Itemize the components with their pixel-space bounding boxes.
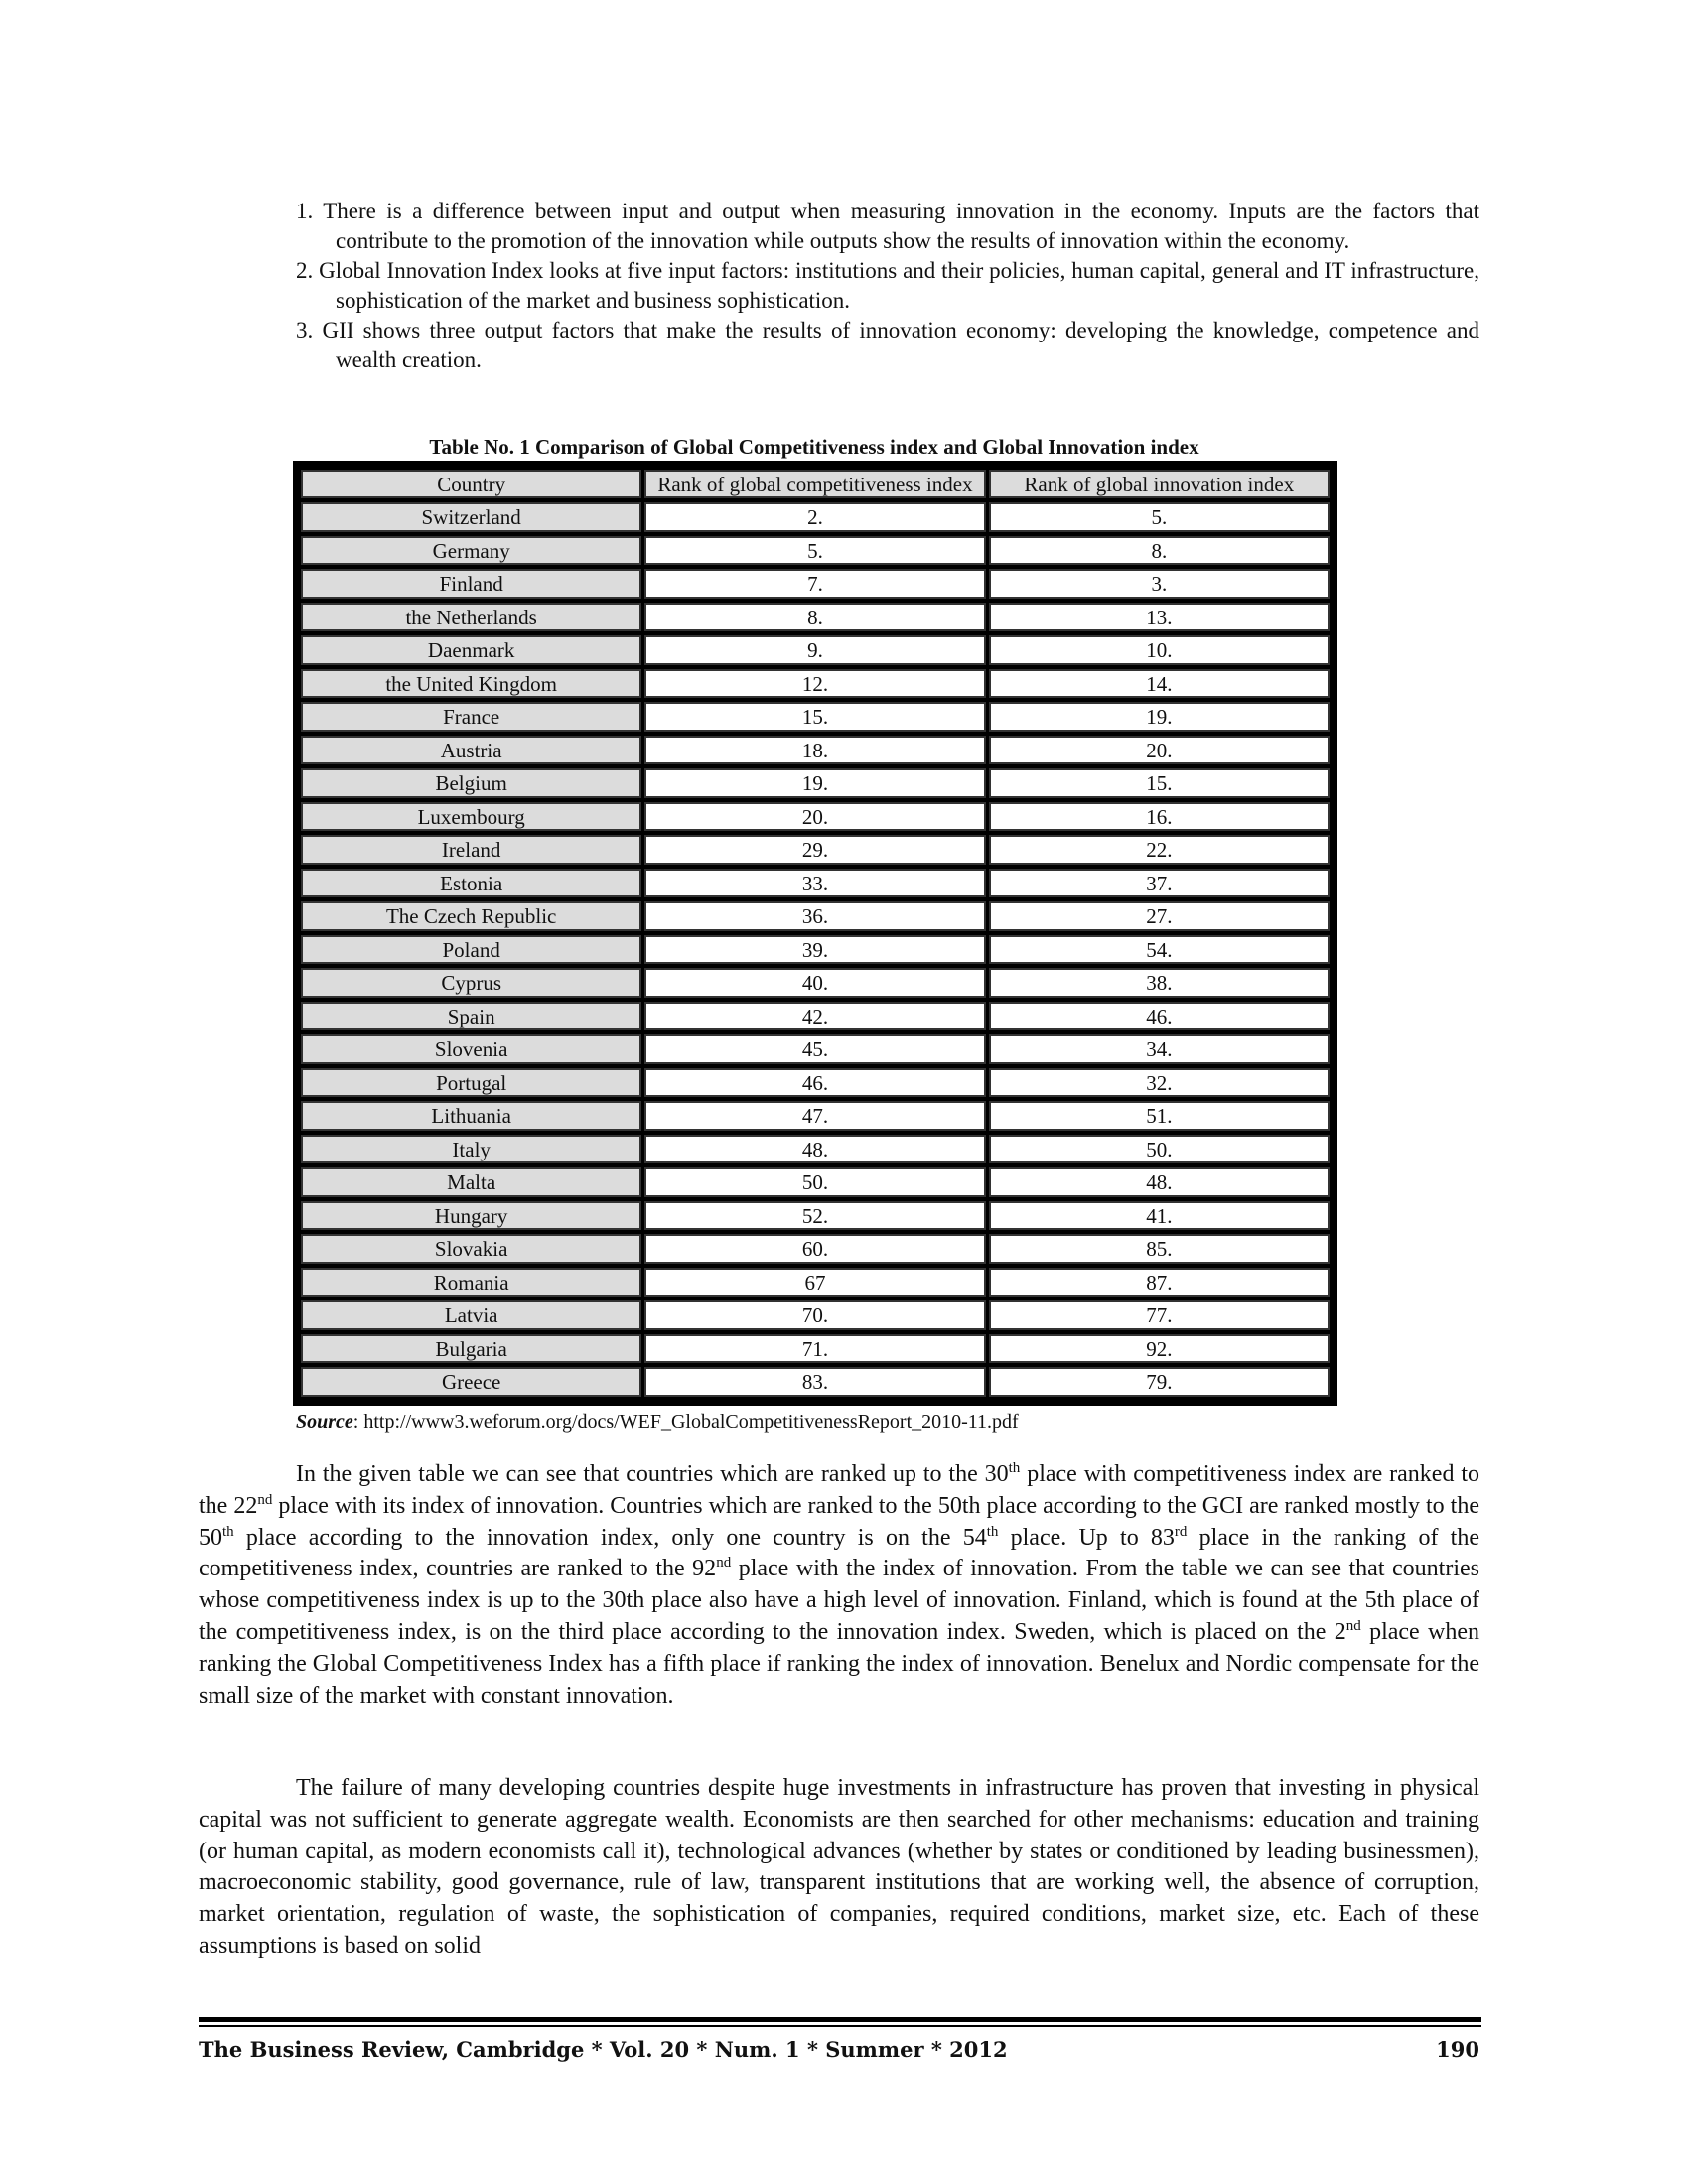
innovation-rank-cell: 37. bbox=[989, 869, 1330, 898]
paragraph-text: place with its index of innovation. Countries which are ranked to the 50th place according to the GCI are ranked mostly to the 50 bbox=[199, 1492, 1479, 1551]
ordinal-suffix: nd bbox=[716, 1555, 732, 1571]
table-row bbox=[301, 1268, 1330, 1297]
country-cell: Spain bbox=[301, 1002, 641, 1031]
table-row bbox=[301, 502, 1330, 532]
table-row bbox=[301, 835, 1330, 865]
body-paragraph: The failure of many developing countries despite huge investments in infrastructure has proven that investing in physical capital was not sufficient to generate aggregate wealth. Economists are then searched for other mechanisms: education and training (or human capital, as modern economists call it), technological advances (whether by states or conditioned by leading businessmen), macroeconomic stability, good governance, rule of law, transparent institutions that are working well, the absence of corruption, market orientation, regulation of waste, the sophistication of companies, required conditions, market size, etc. Each of these assumptions is based on solid bbox=[199, 1775, 1479, 1959]
table-row bbox=[301, 536, 1330, 566]
table-row bbox=[301, 1068, 1330, 1098]
country-cell: France bbox=[301, 702, 641, 732]
innovation-rank-cell: 20. bbox=[989, 736, 1330, 765]
country-cell: Finland bbox=[301, 569, 641, 599]
innovation-rank-cell: 46. bbox=[989, 1002, 1330, 1031]
journal-footer: The Business Review, Cambridge * Vol. 20 * Num. 1 * Summer * 2012 bbox=[199, 2037, 1008, 2062]
table-row bbox=[301, 669, 1330, 699]
table-row bbox=[301, 802, 1330, 832]
innovation-rank-cell: 10. bbox=[989, 635, 1330, 665]
list-item: 1. There is a difference between input and output when measuring innovation in the economy. Inputs are the factors that contribute to the promotion of the innovation while outputs show the results of innovation within the economy. bbox=[296, 199, 1479, 253]
innovation-rank-cell: 79. bbox=[989, 1367, 1330, 1397]
country-cell: the Netherlands bbox=[301, 603, 641, 632]
country-cell: Belgium bbox=[301, 768, 641, 798]
innovation-rank-cell: 16. bbox=[989, 802, 1330, 832]
innovation-rank-cell: 5. bbox=[989, 502, 1330, 532]
country-cell: Estonia bbox=[301, 869, 641, 898]
innovation-rank-cell: 41. bbox=[989, 1201, 1330, 1231]
country-cell: Austria bbox=[301, 736, 641, 765]
table-header-row bbox=[301, 470, 1330, 498]
country-cell: Portugal bbox=[301, 1068, 641, 1098]
innovation-rank-cell: 87. bbox=[989, 1268, 1330, 1297]
table-row bbox=[301, 869, 1330, 898]
competitiveness-rank-cell: 36. bbox=[644, 901, 985, 931]
innovation-rank-cell: 8. bbox=[989, 536, 1330, 566]
footer-rule bbox=[199, 2017, 1481, 2022]
table-row bbox=[301, 1135, 1330, 1164]
country-cell: Italy bbox=[301, 1135, 641, 1164]
innovation-rank-cell: 22. bbox=[989, 835, 1330, 865]
competitiveness-rank-cell: 42. bbox=[644, 1002, 985, 1031]
paragraph-text: place when ranking the Global Competitiveness Index has a fifth place if ranking the index of innovation. Benelux and Nordic compensate for the small size of the market with constant innovation. bbox=[199, 1618, 1479, 1708]
country-cell: the United Kingdom bbox=[301, 669, 641, 699]
competitiveness-rank-cell: 46. bbox=[644, 1068, 985, 1098]
country-cell: Slovakia bbox=[301, 1234, 641, 1264]
table-row bbox=[301, 1334, 1330, 1364]
innovation-rank-cell: 51. bbox=[989, 1101, 1330, 1131]
innovation-rank-cell: 50. bbox=[989, 1135, 1330, 1164]
ordinal-suffix: rd bbox=[1174, 1523, 1188, 1540]
competitiveness-rank-cell: 20. bbox=[644, 802, 985, 832]
source-label: Source bbox=[296, 1411, 353, 1433]
competitiveness-rank-cell: 83. bbox=[644, 1367, 985, 1397]
country-cell: Hungary bbox=[301, 1201, 641, 1231]
competitiveness-rank-cell: 5. bbox=[644, 536, 985, 566]
innovation-rank-cell: 14. bbox=[989, 669, 1330, 699]
competitiveness-rank-cell: 70. bbox=[644, 1300, 985, 1330]
comparison-table bbox=[293, 461, 1337, 1406]
table-row bbox=[301, 1367, 1330, 1397]
competitiveness-rank-cell: 71. bbox=[644, 1334, 985, 1364]
competitiveness-rank-cell: 48. bbox=[644, 1135, 985, 1164]
country-cell: Ireland bbox=[301, 835, 641, 865]
innovation-rank-cell: 48. bbox=[989, 1167, 1330, 1197]
table-row bbox=[301, 702, 1330, 732]
country-cell: Cyprus bbox=[301, 968, 641, 998]
competitiveness-rank-cell: 67 bbox=[644, 1268, 985, 1297]
innovation-rank-cell: 38. bbox=[989, 968, 1330, 998]
competitiveness-rank-cell: 19. bbox=[644, 768, 985, 798]
innovation-rank-cell: 85. bbox=[989, 1234, 1330, 1264]
country-cell: Malta bbox=[301, 1167, 641, 1197]
column-header-innovation: Rank of global innovation index bbox=[989, 470, 1330, 498]
country-cell: Greece bbox=[301, 1367, 641, 1397]
country-cell: Romania bbox=[301, 1268, 641, 1297]
competitiveness-rank-cell: 12. bbox=[644, 669, 985, 699]
ordinal-suffix: th bbox=[986, 1523, 999, 1540]
paragraph-text: place with competitiveness index are ranked to the 22 bbox=[199, 1461, 1479, 1519]
competitiveness-rank-cell: 50. bbox=[644, 1167, 985, 1197]
table-row bbox=[301, 736, 1330, 765]
competitiveness-rank-cell: 45. bbox=[644, 1034, 985, 1064]
table-row bbox=[301, 1234, 1330, 1264]
innovation-rank-cell: 34. bbox=[989, 1034, 1330, 1064]
table-row bbox=[301, 569, 1330, 599]
country-cell: Switzerland bbox=[301, 502, 641, 532]
footer-rule-thin bbox=[199, 2025, 1481, 2027]
country-cell: Lithuania bbox=[301, 1101, 641, 1131]
table-row bbox=[301, 1167, 1330, 1197]
list-item: 2. Global Innovation Index looks at five input factors: institutions and their policies, human capital, general and IT infrastructure, sophistication of the market and business sophistication. bbox=[296, 258, 1479, 313]
page-number: 190 bbox=[1436, 2037, 1479, 2062]
innovation-rank-cell: 27. bbox=[989, 901, 1330, 931]
competitiveness-rank-cell: 47. bbox=[644, 1101, 985, 1131]
country-cell: Slovenia bbox=[301, 1034, 641, 1064]
country-cell: Latvia bbox=[301, 1300, 641, 1330]
column-header-country: Country bbox=[301, 470, 641, 498]
table-row bbox=[301, 935, 1330, 965]
competitiveness-rank-cell: 2. bbox=[644, 502, 985, 532]
innovation-rank-cell: 15. bbox=[989, 768, 1330, 798]
innovation-rank-cell: 32. bbox=[989, 1068, 1330, 1098]
table-row bbox=[301, 603, 1330, 632]
innovation-rank-cell: 54. bbox=[989, 935, 1330, 965]
table-row bbox=[301, 901, 1330, 931]
table-caption: Table No. 1 Comparison of Global Competitiveness index and Global Innovation index bbox=[429, 435, 1199, 459]
competitiveness-rank-cell: 9. bbox=[644, 635, 985, 665]
table-row bbox=[301, 635, 1330, 665]
table-row bbox=[301, 1002, 1330, 1031]
list-item: 3. GII shows three output factors that make the results of innovation economy: developing the knowledge, competence and wealth creation. bbox=[296, 318, 1479, 372]
paragraph-text: place with the index of innovation. From the table we can see that countries whose competitiveness index is up to the 30th place also have a high level of innovation. Finland, which is found at the 5th place of the competitiveness index, is on the third place according to the innovation index. Sweden, which is placed on the 2 bbox=[199, 1556, 1479, 1645]
country-cell: Luxembourg bbox=[301, 802, 641, 832]
paragraph-text: place in the ranking of the competitiveness index, countries are ranked to the 92 bbox=[199, 1524, 1479, 1582]
body-paragraph bbox=[199, 1459, 1479, 1711]
paragraph-text: In the given table we can see that countries which are ranked up to the 30 bbox=[296, 1461, 1009, 1487]
country-cell: Germany bbox=[301, 536, 641, 566]
competitiveness-rank-cell: 15. bbox=[644, 702, 985, 732]
country-cell: Daenmark bbox=[301, 635, 641, 665]
table-row bbox=[301, 1201, 1330, 1231]
competitiveness-rank-cell: 18. bbox=[644, 736, 985, 765]
source-text: : http://www3.weforum.org/docs/WEF_GlobalCompetitivenessReport_2010-11.pdf bbox=[352, 1411, 1019, 1433]
table-row bbox=[301, 968, 1330, 998]
innovation-rank-cell: 3. bbox=[989, 569, 1330, 599]
column-header-competitiveness: Rank of global competitiveness index bbox=[644, 470, 985, 498]
competitiveness-rank-cell: 60. bbox=[644, 1234, 985, 1264]
competitiveness-rank-cell: 40. bbox=[644, 968, 985, 998]
innovation-rank-cell: 92. bbox=[989, 1334, 1330, 1364]
country-cell: Bulgaria bbox=[301, 1334, 641, 1364]
table-row bbox=[301, 1300, 1330, 1330]
paragraph-text: place according to the innovation index, only one country is on the 54 bbox=[233, 1524, 987, 1551]
innovation-rank-cell: 77. bbox=[989, 1300, 1330, 1330]
table-row bbox=[301, 1034, 1330, 1064]
ordinal-suffix: nd bbox=[257, 1491, 273, 1508]
competitiveness-rank-cell: 8. bbox=[644, 603, 985, 632]
table-row bbox=[301, 768, 1330, 798]
table-source bbox=[296, 1410, 1019, 1433]
ordinal-suffix: nd bbox=[1345, 1617, 1361, 1634]
country-cell: The Czech Republic bbox=[301, 901, 641, 931]
competitiveness-rank-cell: 7. bbox=[644, 569, 985, 599]
innovation-rank-cell: 13. bbox=[989, 603, 1330, 632]
competitiveness-rank-cell: 39. bbox=[644, 935, 985, 965]
country-cell: Poland bbox=[301, 935, 641, 965]
competitiveness-rank-cell: 33. bbox=[644, 869, 985, 898]
paragraph-text: place. Up to 83 bbox=[998, 1524, 1175, 1551]
innovation-rank-cell: 19. bbox=[989, 702, 1330, 732]
table-row bbox=[301, 1101, 1330, 1131]
ordinal-suffix: th bbox=[222, 1523, 234, 1540]
numbered-list bbox=[296, 197, 1479, 375]
competitiveness-rank-cell: 52. bbox=[644, 1201, 985, 1231]
ordinal-suffix: th bbox=[1008, 1460, 1021, 1476]
competitiveness-rank-cell: 29. bbox=[644, 835, 985, 865]
